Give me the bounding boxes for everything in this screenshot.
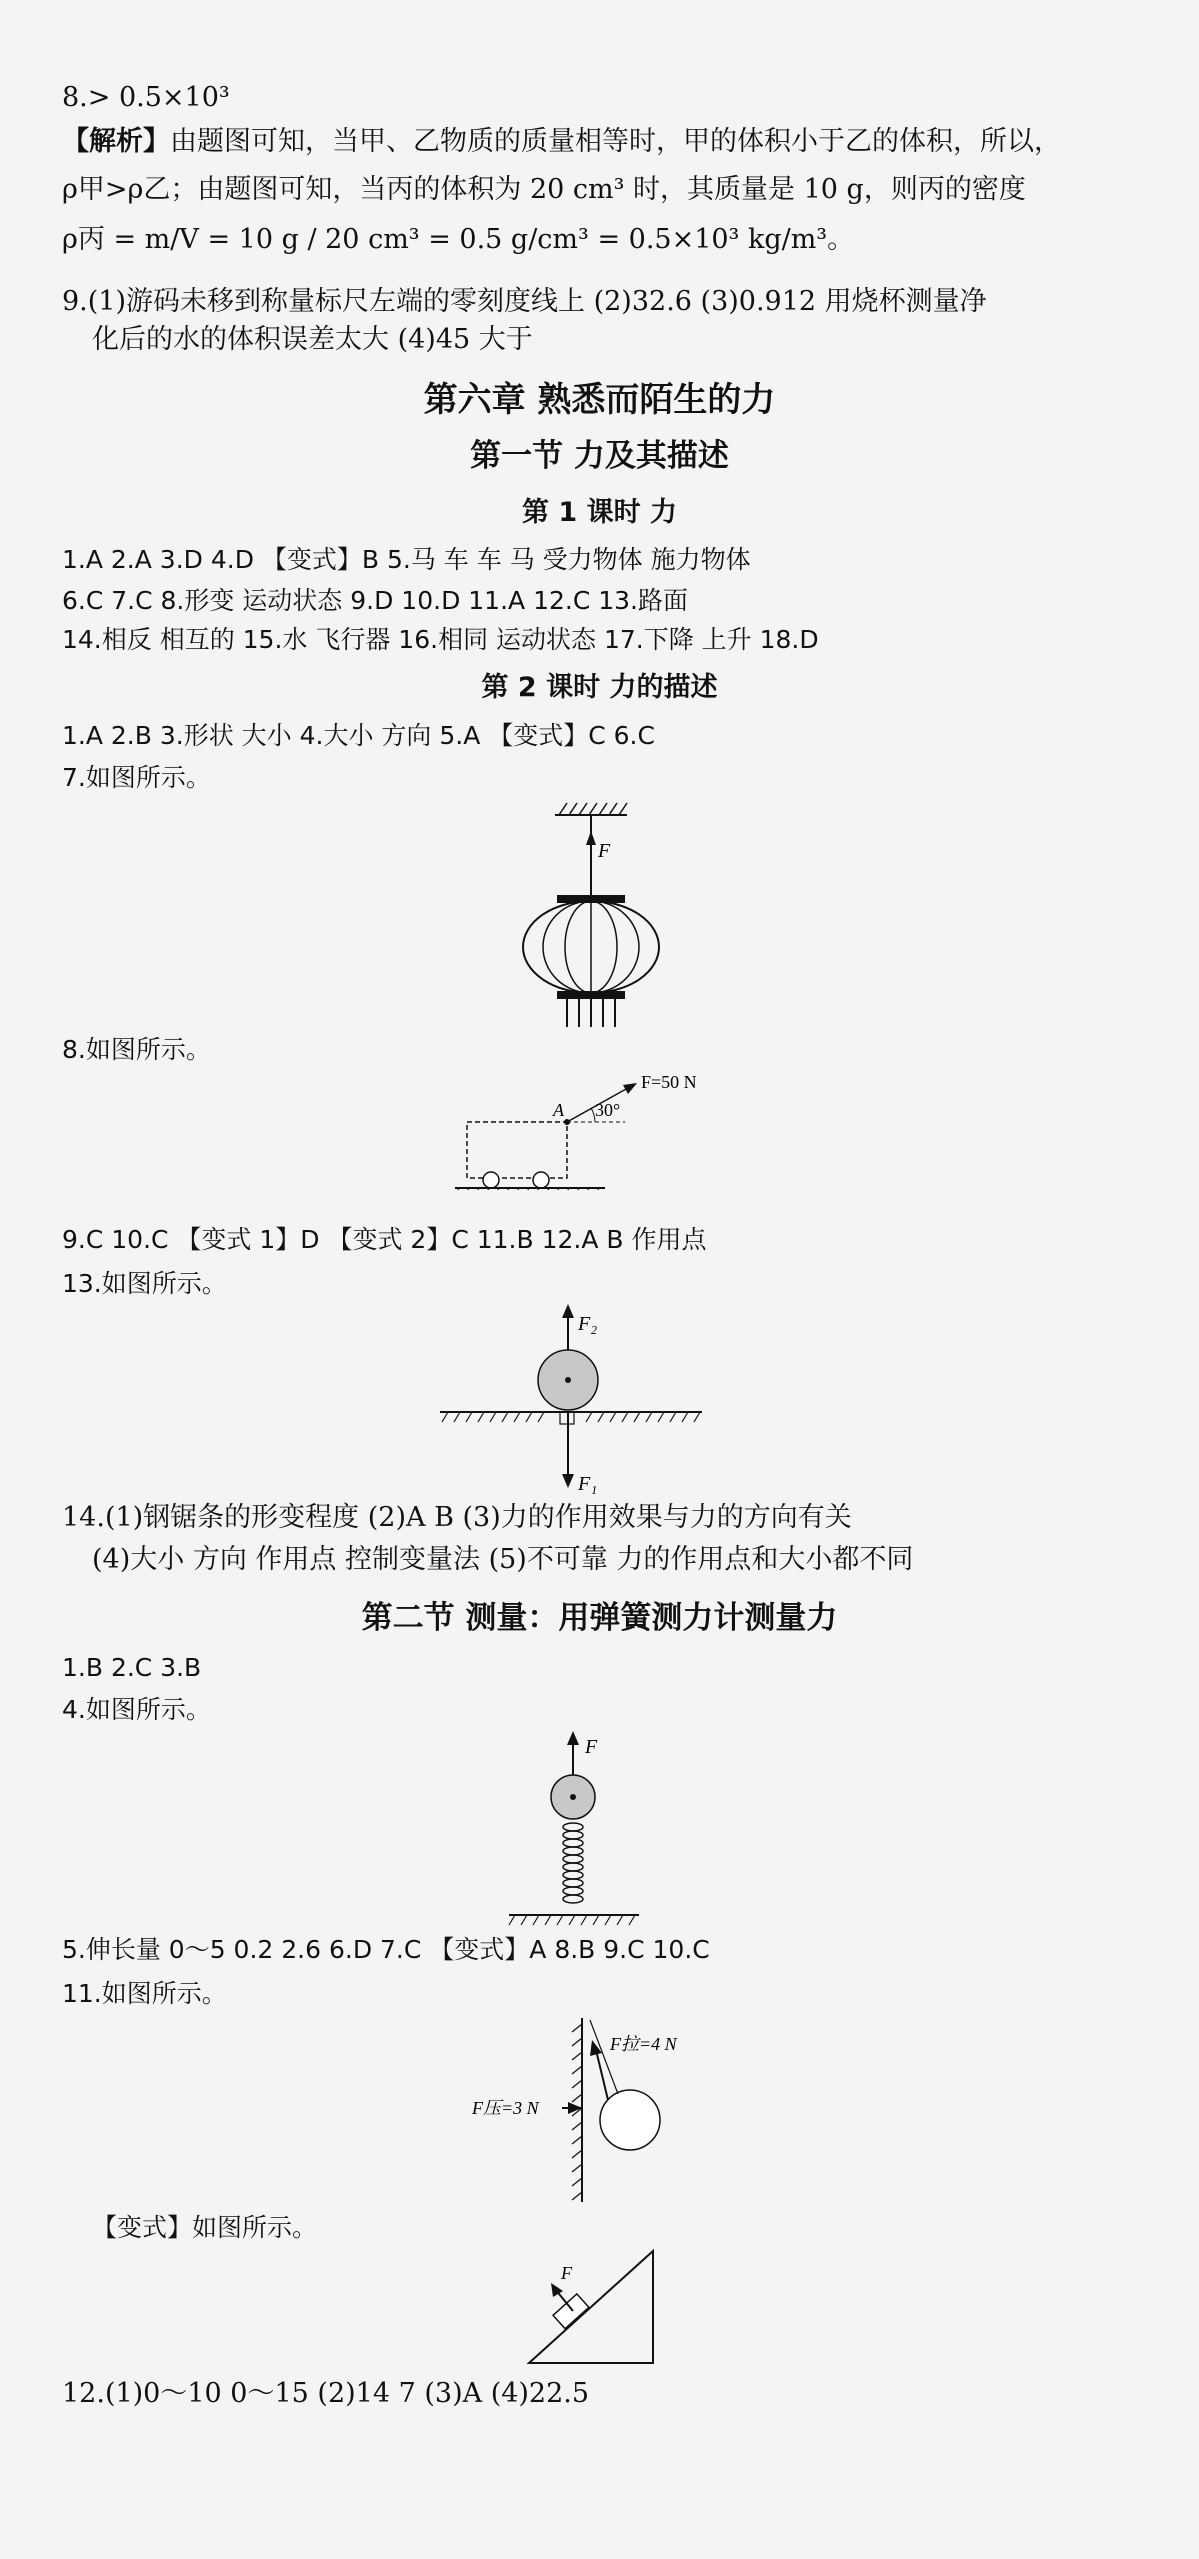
analysis-text-1: 由题图可知，当甲、乙物质的质量相等时，甲的体积小于乙的体积，所以， (170, 126, 1061, 157)
variant-figure-note: 【变式】如图所示。 (92, 2213, 318, 2242)
force-arrow-icon (562, 1474, 574, 1488)
lesson-2-title: 第 2 课时 力的描述 (481, 672, 718, 703)
chapter-title: 第六章 熟悉而陌生的力 (423, 380, 776, 420)
force-arrow-icon (551, 2283, 563, 2297)
analysis-line-1 (62, 124, 1061, 160)
force-arrow-icon (623, 1083, 637, 1094)
section-2-title: 第二节 测量：用弹簧测力计测量力 (361, 1600, 838, 1636)
answer-7: 7.如图所示。 (62, 763, 211, 792)
f1-label: F₁ (578, 1473, 598, 1495)
press-force-label: F压=3 N (472, 2098, 539, 2118)
incline-figure (525, 2245, 675, 2370)
point-a-label: A (553, 1100, 564, 1120)
spring-figure (505, 1725, 665, 1935)
answer-9-line-2: 化后的水的体积误差太大 (4)45 大于 (92, 324, 533, 355)
answer-14-line-2: (4)大小 方向 作用点 控制变量法 (5)不可靠 力的作用点和大小都不同 (92, 1544, 914, 1575)
lesson-2-row-2: 9.C 10.C 【变式 1】D 【变式 2】C 11.B 12.A B 作用点 (62, 1225, 707, 1254)
lantern-force-label: F (598, 840, 611, 862)
section-2-row-1: 1.B 2.C 3.B (62, 1653, 202, 1682)
lesson-1-row-1: 1.A 2.A 3.D 4.D 【变式】B 5.马 车 车 马 受力物体 施力物体 (62, 545, 751, 574)
force-arrow-icon (568, 2102, 582, 2114)
cart-figure (455, 1070, 735, 1190)
answer-4: 4.如图所示。 (62, 1695, 211, 1724)
section-2-row-2: 5.伸长量 0～5 0.2 2.6 6.D 7.C 【变式】A 8.B 9.C 10.C (62, 1935, 710, 1964)
answer-9-line-1: 9.(1)游码未移到称量标尺左端的零刻度线上 (2)32.6 (3)0.912 用烧杯测量净 (62, 286, 987, 317)
analysis-line-3: ρ丙 = m/V = 10 g / 20 cm³ = 0.5 g/cm³ = 0.5×10³ kg/m³。 (62, 224, 855, 255)
f2-label: F₂ (578, 1313, 598, 1335)
cart-force-label: F=50 N (641, 1072, 697, 1092)
pull-force-label: F拉=4 N (610, 2034, 677, 2054)
lesson-1-title: 第 1 课时 力 (522, 497, 677, 528)
answer-11: 11.如图所示。 (62, 1979, 227, 2008)
answer-8-figure: 8.如图所示。 (62, 1035, 211, 1064)
lantern-figure (495, 795, 695, 1030)
angle-label: 30° (595, 1100, 621, 1120)
answer-12: 12.(1)0～10 0～15 (2)14 7 (3)A (4)22.5 (62, 2378, 590, 2409)
ball-figure (440, 1300, 710, 1500)
lesson-2-row-1: 1.A 2.B 3.形状 大小 4.大小 方向 5.A 【变式】C 6.C (62, 721, 655, 750)
lesson-1-row-2: 6.C 7.C 8.形变 运动状态 9.D 10.D 11.A 12.C 13.路面 (62, 586, 688, 615)
answer-13: 13.如图所示。 (62, 1269, 227, 1298)
analysis-line-2: ρ甲>ρ乙；由题图可知，当丙的体积为 20 cm³ 时，其质量是 10 g，则丙的密度 (62, 174, 1026, 205)
answer-8: 8.> 0.5×10³ (62, 82, 230, 113)
analysis-label: 【解析】 (62, 126, 170, 157)
wall-ball-figure (470, 2010, 720, 2210)
spring-force-label: F (585, 1736, 598, 1758)
force-arrow-icon (586, 831, 596, 845)
lesson-1-row-3: 14.相反 相互的 15.水 飞行器 16.相同 运动状态 17.下降 上升 18.D (62, 625, 819, 654)
incline-force-label: F (561, 2263, 572, 2283)
answer-14-line-1: 14.(1)钢锯条的形变程度 (2)A B (3)力的作用效果与力的方向有关 (62, 1502, 852, 1533)
section-1-title: 第一节 力及其描述 (470, 438, 729, 474)
force-arrow-icon (562, 1304, 574, 1318)
force-arrow-icon (567, 1731, 579, 1745)
